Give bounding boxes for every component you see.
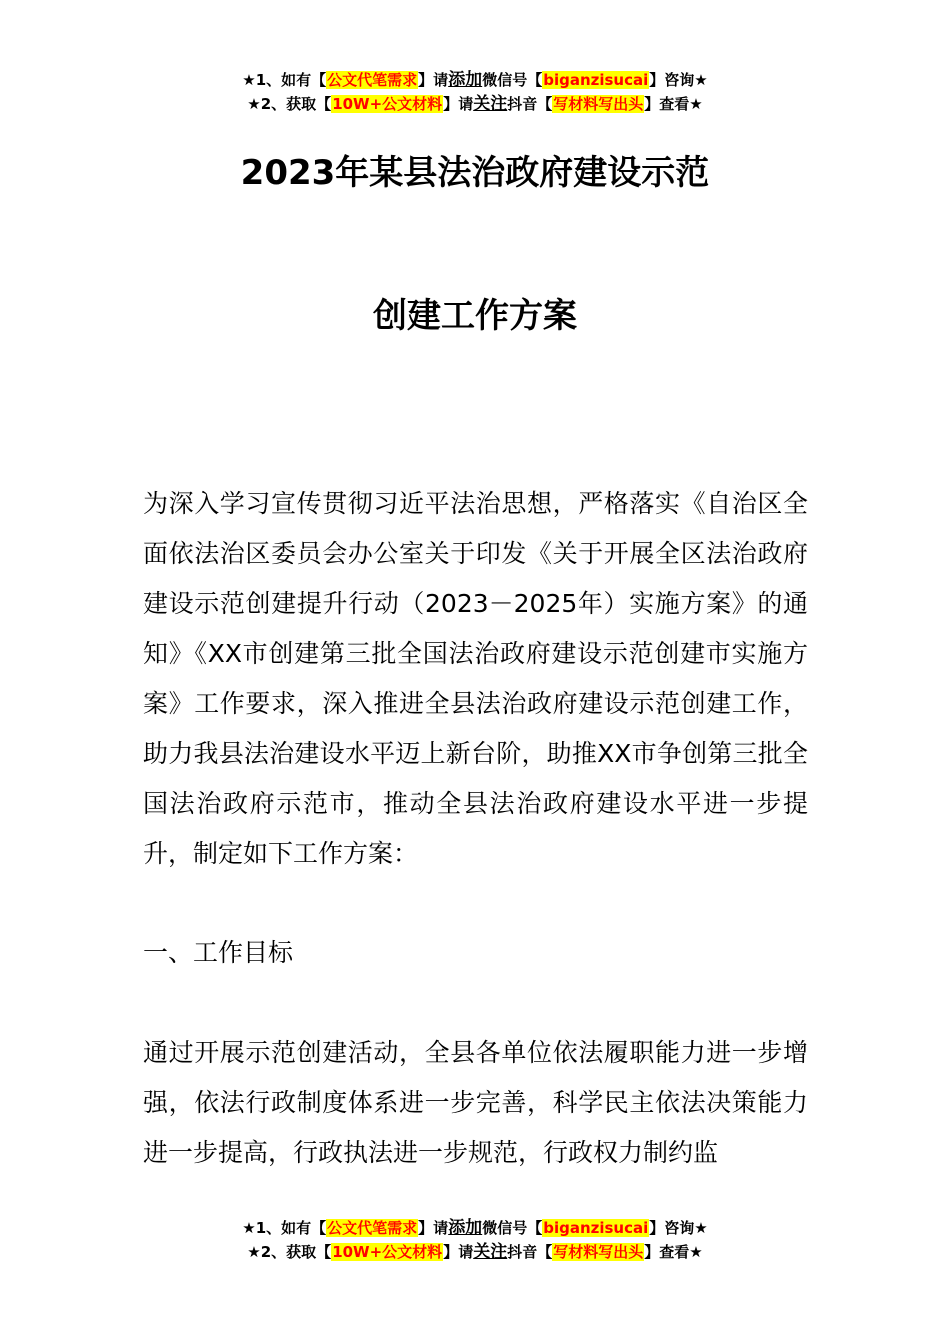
banner-emphasis-add: 添加 [448,1218,483,1238]
banner-line-1 [0,1216,950,1240]
banner-highlight-douyin: 写材料写出头 [553,1243,644,1261]
banner-highlight-service: 公文代笔需求 [327,1219,418,1237]
banner-text: 】查看★ [644,95,703,113]
banner-text: 】请 [443,95,474,113]
banner-emphasis-follow: 关注 [473,1242,508,1262]
banner-text: 】咨询★ [649,71,708,89]
banner-line-2 [0,92,950,116]
section-paragraph-work-goals: 通过开展示范创建活动，全县各单位依法履职能力进一步增强，依法行政制度体系进一步完善，科学民主依法决策能力进一步提高，行政执法进一步规范，行政权力制约监 [143,1038,808,1167]
document-title-line-2: 创建工作方案 [373,296,577,336]
banner-line-1 [0,68,950,92]
banner-text: 】查看★ [644,1243,703,1261]
banner-highlight-douyin: 写材料写出头 [553,95,644,113]
banner-emphasis-add: 添加 [448,70,483,90]
banner-highlight-service: 公文代笔需求 [327,71,418,89]
banner-highlight-wechat-id: biganzisucai [543,71,649,89]
section-heading-work-goals: 一、工作目标 [143,938,294,967]
document-title-line-1: 2023年某县法治政府建设示范 [240,153,710,193]
banner-text: 】请 [418,71,449,89]
banner-text: 抖音【 [507,95,553,113]
footer-banner [0,1216,950,1264]
banner-text: ★2、获取【 [247,95,332,113]
banner-highlight-wechat-id: biganzisucai [543,1219,649,1237]
banner-text: 微信号【 [482,71,543,89]
banner-text: ★1、如有【 [242,71,327,89]
banner-highlight-materials: 10W+公文材料 [332,95,443,113]
banner-text: ★2、获取【 [247,1243,332,1261]
banner-text: ★1、如有【 [242,1219,327,1237]
header-banner [0,68,950,116]
banner-emphasis-follow: 关注 [473,94,508,114]
banner-highlight-materials: 10W+公文材料 [332,1243,443,1261]
banner-text: 】咨询★ [649,1219,708,1237]
banner-text: 抖音【 [507,1243,553,1261]
intro-paragraph: 为深入学习宣传贯彻习近平法治思想，严格落实《自治区全面依法治区委员会办公室关于印发《关于开展全区法治政府建设示范创建提升行动（2023－2025年）实施方案》的通知》《XX市创建第三批全国法治政府建设示范创建市实施方案》工作要求，深入推进全县法治政府建设示范创建工作，助力我县法治建设水平迈上新台阶，助推XX市争创第三批全国法治政府示范市，推动全县法治政府建设水平进一步提升，制定如下工作方案： [143,489,808,868]
banner-text: 微信号【 [482,1219,543,1237]
banner-text: 】请 [443,1243,474,1261]
banner-line-2 [0,1240,950,1264]
banner-text: 】请 [418,1219,449,1237]
